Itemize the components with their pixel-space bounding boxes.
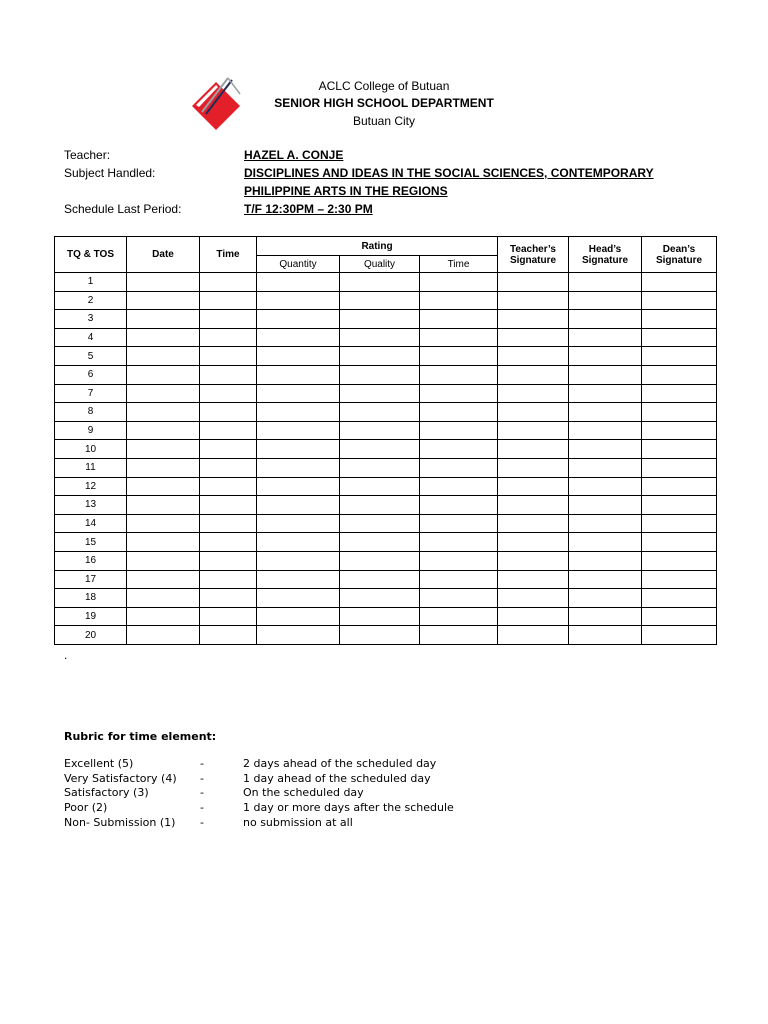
table-cell (200, 310, 257, 329)
table-cell (569, 458, 642, 477)
table-row (55, 291, 717, 310)
row-number: 16 (55, 551, 127, 570)
table-cell (257, 589, 340, 608)
table-cell (127, 496, 200, 515)
table-cell (200, 273, 257, 292)
table-cell (420, 421, 498, 440)
table-cell (200, 477, 257, 496)
table-cell (569, 273, 642, 292)
table-cell (200, 328, 257, 347)
table-cell (642, 589, 717, 608)
stray-dot: . (64, 648, 68, 662)
table-cell (498, 403, 569, 422)
teacher-value: HAZEL A. CONJE (244, 148, 344, 162)
table-cell (340, 626, 420, 645)
table-cell (200, 384, 257, 403)
row-number: 7 (55, 384, 127, 403)
table-cell (642, 626, 717, 645)
table-cell (569, 291, 642, 310)
table-cell (420, 607, 498, 626)
rubric-description: no submission at all (243, 815, 353, 829)
table-cell (340, 533, 420, 552)
table-cell (200, 291, 257, 310)
table-cell (257, 347, 340, 366)
table-cell (200, 365, 257, 384)
table-cell (257, 421, 340, 440)
table-cell (498, 570, 569, 589)
table-cell (127, 273, 200, 292)
table-cell (340, 403, 420, 422)
rubric-item (64, 801, 564, 816)
table-cell (420, 384, 498, 403)
table-cell (257, 607, 340, 626)
table-cell (569, 477, 642, 496)
table-cell (257, 458, 340, 477)
table-cell (127, 421, 200, 440)
rubric-item (64, 757, 564, 772)
schedule-label: Schedule Last Period: (64, 202, 182, 216)
table-cell (340, 384, 420, 403)
table-row (55, 514, 717, 533)
sub-quality: Quality (340, 256, 420, 273)
table-cell (127, 440, 200, 459)
table-cell (642, 477, 717, 496)
table-cell (257, 570, 340, 589)
table-cell (200, 403, 257, 422)
col-date: Date (127, 237, 200, 273)
table-cell (127, 607, 200, 626)
table-cell (569, 607, 642, 626)
table-cell (200, 551, 257, 570)
rubric-dash: - (200, 757, 204, 770)
table-cell (340, 514, 420, 533)
table-row (55, 477, 717, 496)
table-cell (498, 496, 569, 515)
rubric-level: Excellent (5) (64, 757, 134, 770)
row-number: 11 (55, 458, 127, 477)
col-head-signature (569, 237, 642, 273)
table-cell (257, 514, 340, 533)
table-cell (569, 328, 642, 347)
table-cell (340, 458, 420, 477)
row-number: 8 (55, 403, 127, 422)
table-cell (257, 403, 340, 422)
row-number: 14 (55, 514, 127, 533)
table-cell (340, 570, 420, 589)
subject-value-line2: PHILIPPINE ARTS IN THE REGIONS (244, 184, 448, 198)
col-dean-signature (642, 237, 717, 273)
table-cell (420, 310, 498, 329)
table-cell (642, 291, 717, 310)
table-cell (642, 328, 717, 347)
table-row (55, 421, 717, 440)
table-cell (642, 458, 717, 477)
city-name: Butuan City (352, 114, 416, 128)
table-cell (127, 403, 200, 422)
table-cell (569, 384, 642, 403)
table-cell (642, 365, 717, 384)
table-cell (127, 310, 200, 329)
table-row (55, 589, 717, 608)
table-cell (498, 328, 569, 347)
table-cell (257, 291, 340, 310)
table-row (55, 626, 717, 645)
rubric-dash: - (200, 815, 204, 829)
table-cell (642, 570, 717, 589)
table-row (55, 384, 717, 403)
rubric-item (64, 816, 564, 831)
table-cell (127, 570, 200, 589)
table-row (55, 551, 717, 570)
table-cell (340, 273, 420, 292)
table-cell (340, 347, 420, 366)
table-cell (127, 347, 200, 366)
table-row (55, 403, 717, 422)
table-cell (642, 384, 717, 403)
table-cell (498, 440, 569, 459)
rubric-level: Poor (2) (64, 801, 108, 815)
submission-table (54, 236, 717, 645)
table-cell (498, 347, 569, 366)
table-cell (498, 421, 569, 440)
table-cell (340, 365, 420, 384)
row-number: 20 (55, 626, 127, 645)
table-cell (340, 328, 420, 347)
table-row (55, 328, 717, 347)
sub-quantity: Quantity (257, 256, 340, 273)
rubric-level: Non- Submission (1) (64, 815, 176, 829)
table-cell (420, 626, 498, 645)
table-cell (420, 514, 498, 533)
table-cell (569, 496, 642, 515)
table-cell (127, 458, 200, 477)
table-row (55, 365, 717, 384)
table-cell (498, 291, 569, 310)
col-head-line1: Head’s (588, 243, 622, 255)
table-cell (420, 570, 498, 589)
table-cell (569, 570, 642, 589)
row-number: 4 (55, 328, 127, 347)
col-head-line2: Signature (581, 254, 629, 266)
table-cell (127, 384, 200, 403)
table-cell (200, 533, 257, 552)
table-cell (498, 458, 569, 477)
table-cell (127, 626, 200, 645)
table-cell (340, 291, 420, 310)
table-row (55, 347, 717, 366)
table-cell (420, 403, 498, 422)
col-time: Time (200, 237, 257, 273)
table-cell (420, 496, 498, 515)
table-cell (569, 421, 642, 440)
rubric-description: 2 days ahead of the scheduled day (243, 757, 437, 770)
row-number: 3 (55, 310, 127, 329)
col-teacher-line2: Signature (509, 254, 557, 266)
table-row (55, 570, 717, 589)
row-number: 6 (55, 365, 127, 384)
table-row (55, 496, 717, 515)
table-cell (642, 607, 717, 626)
table-cell (127, 365, 200, 384)
rubric-title: Rubric for time element: (64, 730, 217, 743)
table-cell (257, 533, 340, 552)
table-cell (127, 477, 200, 496)
table-cell (200, 458, 257, 477)
table-cell (340, 607, 420, 626)
col-dean-line2: Signature (655, 254, 703, 266)
table-cell (257, 384, 340, 403)
rubric-item (64, 772, 564, 787)
college-name: ACLC College of Butuan (318, 79, 450, 93)
subject-value-line1: DISCIPLINES AND IDEAS IN THE SOCIAL SCIENCES, CONTEMPORARY (244, 166, 654, 180)
table-cell (420, 291, 498, 310)
table-cell (257, 365, 340, 384)
table-cell (498, 477, 569, 496)
table-cell (569, 310, 642, 329)
table-cell (257, 496, 340, 515)
table-cell (257, 626, 340, 645)
table-cell (340, 551, 420, 570)
table-cell (420, 347, 498, 366)
table-cell (642, 403, 717, 422)
table-cell (569, 403, 642, 422)
table-cell (257, 551, 340, 570)
row-number: 12 (55, 477, 127, 496)
rubric-level: Satisfactory (3) (64, 786, 149, 800)
table-cell (569, 347, 642, 366)
table-cell (420, 589, 498, 608)
rubric-description: 1 day ahead of the scheduled day (243, 771, 431, 785)
row-number: 19 (55, 607, 127, 626)
table-cell (257, 328, 340, 347)
col-teacher-signature (498, 237, 569, 273)
table-cell (569, 533, 642, 552)
rubric-dash: - (200, 801, 204, 815)
table-cell (498, 607, 569, 626)
table-cell (200, 626, 257, 645)
table-cell (642, 310, 717, 329)
table-cell (200, 496, 257, 515)
rubric-list (64, 757, 564, 830)
rubric-description: 1 day or more days after the schedule (243, 801, 454, 815)
row-number: 2 (55, 291, 127, 310)
table-cell (420, 273, 498, 292)
table-cell (642, 514, 717, 533)
rubric-description: On the scheduled day (243, 786, 364, 800)
table-cell (642, 273, 717, 292)
table-cell (420, 551, 498, 570)
table-cell (498, 626, 569, 645)
teacher-label: Teacher: (64, 148, 111, 162)
table-cell (420, 458, 498, 477)
table-cell (420, 328, 498, 347)
table-row (55, 440, 717, 459)
table-cell (340, 440, 420, 459)
table-cell (642, 533, 717, 552)
row-number: 1 (55, 273, 127, 292)
table-cell (642, 496, 717, 515)
table-cell (498, 273, 569, 292)
row-number: 15 (55, 533, 127, 552)
department-name: SENIOR HIGH SCHOOL DEPARTMENT (274, 96, 494, 110)
rubric-dash: - (200, 786, 204, 800)
table-cell (340, 477, 420, 496)
table-cell (498, 551, 569, 570)
col-dean-line1: Dean’s (662, 243, 696, 255)
row-number: 10 (55, 440, 127, 459)
table-cell (420, 477, 498, 496)
row-number: 17 (55, 570, 127, 589)
table-cell (127, 291, 200, 310)
table-cell (642, 347, 717, 366)
table-row (55, 607, 717, 626)
schedule-value: T/F 12:30PM – 2:30 PM (244, 202, 373, 216)
table-cell (127, 551, 200, 570)
table-cell (569, 551, 642, 570)
table-cell (498, 365, 569, 384)
table-cell (498, 589, 569, 608)
table-cell (200, 514, 257, 533)
table-cell (569, 365, 642, 384)
table-cell (420, 365, 498, 384)
table-row (55, 310, 717, 329)
table-cell (642, 440, 717, 459)
table-cell (642, 551, 717, 570)
table-cell (569, 589, 642, 608)
table-cell (200, 570, 257, 589)
table-cell (127, 328, 200, 347)
table-row (55, 533, 717, 552)
rubric-level: Very Satisfactory (4) (64, 771, 177, 785)
table-cell (420, 533, 498, 552)
table-cell (200, 607, 257, 626)
table-cell (200, 347, 257, 366)
col-teacher-line1: Teacher’s (510, 243, 556, 255)
row-number: 18 (55, 589, 127, 608)
rubric-dash: - (200, 771, 204, 785)
table-cell (257, 477, 340, 496)
table-cell (127, 533, 200, 552)
row-number: 9 (55, 421, 127, 440)
table-cell (340, 310, 420, 329)
table-cell (127, 514, 200, 533)
table-cell (200, 421, 257, 440)
row-number: 13 (55, 496, 127, 515)
table-cell (340, 589, 420, 608)
table-cell (569, 440, 642, 459)
table-cell (498, 384, 569, 403)
table-cell (569, 514, 642, 533)
table-cell (340, 496, 420, 515)
table-cell (498, 533, 569, 552)
table-cell (257, 273, 340, 292)
table-cell (498, 514, 569, 533)
table-cell (257, 310, 340, 329)
col-tq-tos: TQ & TOS (55, 237, 127, 273)
table-cell (257, 440, 340, 459)
col-rating: Rating (257, 237, 498, 256)
table-row (55, 273, 717, 292)
table-row (55, 458, 717, 477)
table-cell (498, 310, 569, 329)
table-cell (642, 421, 717, 440)
subject-label: Subject Handled: (64, 166, 156, 180)
rubric-item (64, 786, 564, 801)
table-cell (200, 440, 257, 459)
table-cell (200, 589, 257, 608)
table-cell (420, 440, 498, 459)
table-cell (127, 589, 200, 608)
table-cell (340, 421, 420, 440)
table-cell (569, 626, 642, 645)
row-number: 5 (55, 347, 127, 366)
sub-time: Time (420, 256, 498, 273)
